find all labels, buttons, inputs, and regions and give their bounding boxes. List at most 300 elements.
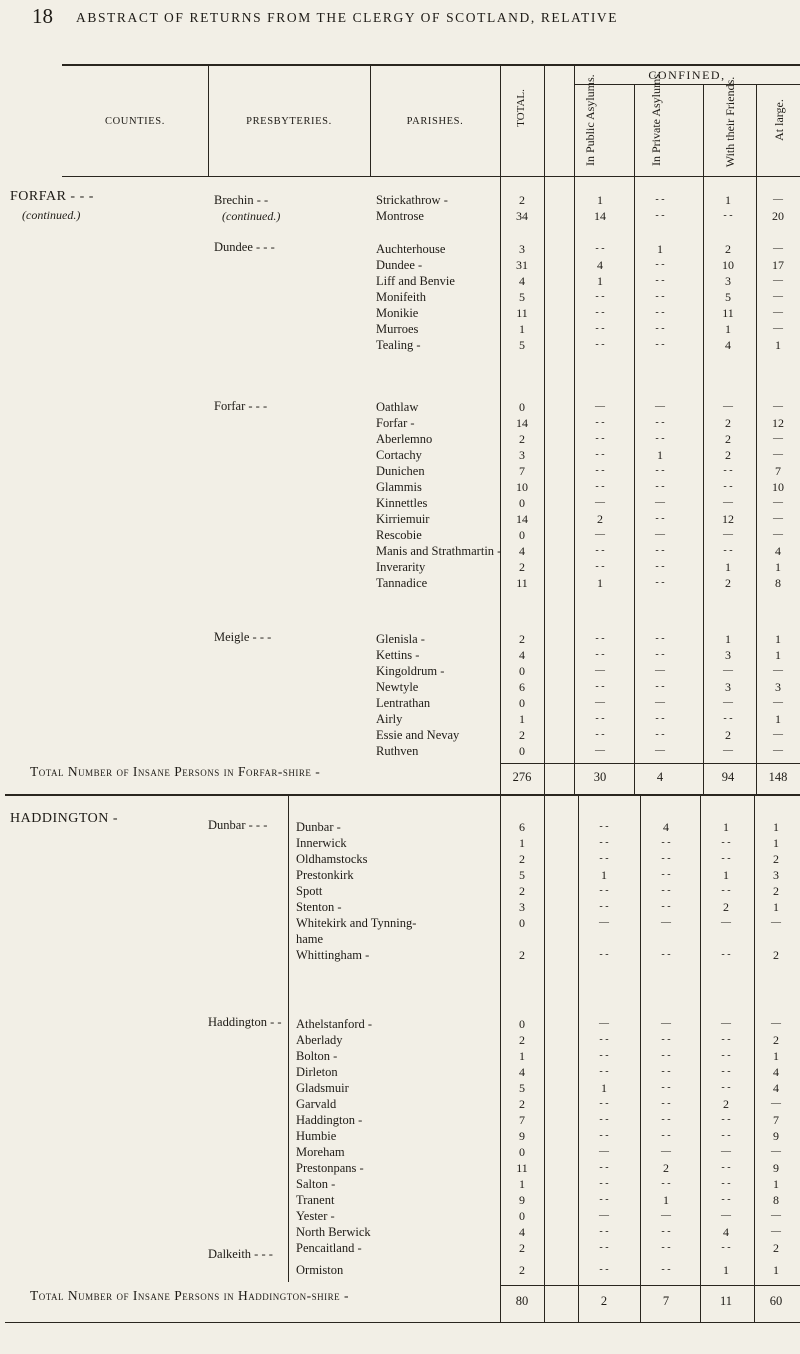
cell-total: 4	[519, 648, 525, 662]
rule-haddington-total-top	[500, 1285, 800, 1286]
cell-public: - -	[595, 481, 605, 492]
cell-friends: 2	[725, 728, 731, 742]
cell-friends: —	[723, 497, 733, 508]
rule-h-col-public	[578, 796, 579, 1322]
cell-public: - -	[595, 713, 605, 724]
cell-friends: 1	[723, 868, 729, 882]
cell-total: 0	[519, 744, 525, 758]
cell-total: 2	[519, 1033, 525, 1047]
parish-name: Ruthven	[376, 744, 419, 758]
cell-private: —	[655, 665, 665, 676]
cell-private: - -	[661, 853, 671, 864]
cell-friends: 3	[725, 274, 731, 288]
cell-private: - -	[661, 949, 671, 960]
presbytery-name: Haddington - -	[208, 1015, 282, 1029]
parish-name: Tranent	[296, 1193, 335, 1207]
cell-public: - -	[599, 837, 609, 848]
cell-friends: 4	[725, 338, 731, 352]
cell-total: 2	[519, 632, 525, 646]
cell-public: - -	[595, 729, 605, 740]
cell-private: - -	[655, 633, 665, 644]
cell-public: 14	[594, 209, 606, 223]
cell-private: - -	[655, 275, 665, 286]
cell-total: 3	[519, 242, 525, 256]
cell-private: - -	[655, 577, 665, 588]
cell-friends: 10	[722, 258, 734, 272]
parish-name: Innerwick	[296, 836, 347, 850]
cell-friends: —	[721, 917, 731, 928]
cell-friends: 1	[723, 820, 729, 834]
parish-name: Manis and Strathmartin -	[376, 544, 502, 558]
county-forfar: FORFAR - - -	[10, 189, 94, 204]
cell-friends: 1	[725, 560, 731, 574]
cell-private: - -	[655, 433, 665, 444]
cell-friends: 1	[725, 322, 731, 336]
cell-public: - -	[595, 307, 605, 318]
cell-private: - -	[661, 1114, 671, 1125]
cell-large: —	[773, 497, 783, 508]
cell-total: 4	[519, 274, 525, 288]
haddington-total-label: Total Number of Insane Persons in Haddington-shire -	[30, 1288, 349, 1303]
cell-public: 1	[601, 1081, 607, 1095]
header-confined: CONFINED,	[648, 68, 726, 82]
cell-public: - -	[599, 1050, 609, 1061]
cell-total: 5	[519, 338, 525, 352]
cell-public: - -	[595, 243, 605, 254]
header-parishes: PARISHES.	[406, 116, 464, 127]
cell-public: —	[599, 1210, 609, 1221]
cell-large: —	[771, 1146, 781, 1157]
cell-friends: —	[723, 529, 733, 540]
cell-friends: - -	[721, 949, 731, 960]
parish-name: Prestonpans -	[296, 1161, 364, 1175]
rule-top	[62, 64, 800, 66]
parish-name: Moreham	[296, 1145, 345, 1159]
cell-total: 9	[519, 1129, 525, 1143]
cell-private: —	[655, 745, 665, 756]
cell-total: 5	[519, 1081, 525, 1095]
cell-public: - -	[599, 1162, 609, 1173]
cell-private: - -	[661, 1050, 671, 1061]
cell-private: - -	[661, 1264, 671, 1275]
cell-total: 1	[519, 836, 525, 850]
parish-name: Oldhamstocks	[296, 852, 368, 866]
cell-public: - -	[599, 1066, 609, 1077]
county-forfar-note: (continued.)	[22, 208, 81, 222]
rule-header-bottom	[62, 176, 800, 177]
cell-private: - -	[655, 465, 665, 476]
cell-public: - -	[595, 323, 605, 334]
cell-large: 2	[773, 884, 779, 898]
cell-private: - -	[655, 210, 665, 221]
cell-total: 2	[519, 560, 525, 574]
cell-public: 1	[597, 576, 603, 590]
parish-name: Dirleton	[296, 1065, 338, 1079]
cell-public: - -	[595, 339, 605, 350]
cell-friends: - -	[723, 210, 733, 221]
parish-name: North Berwick	[296, 1225, 371, 1239]
parish-name: Auchterhouse	[376, 242, 446, 256]
cell-private: - -	[661, 869, 671, 880]
cell-friends: 2	[723, 1097, 729, 1111]
cell-friends: 1	[725, 632, 731, 646]
rule-h-col-total	[500, 796, 501, 1322]
presbytery-name: Dalkeith - - -	[208, 1247, 273, 1261]
cell-total: 2	[519, 1097, 525, 1111]
cell-total: 0	[519, 696, 525, 710]
cell-total: 1	[519, 1177, 525, 1191]
cell-total: 1	[519, 712, 525, 726]
parish-name: Prestonkirk	[296, 868, 354, 882]
cell-friends: - -	[721, 1114, 731, 1125]
cell-public: - -	[595, 433, 605, 444]
rule-col-friends	[703, 84, 704, 794]
cell-private: - -	[661, 1178, 671, 1189]
cell-public: - -	[599, 949, 609, 960]
cell-public: - -	[599, 885, 609, 896]
cell-friends: 2	[725, 416, 731, 430]
cell-large: —	[773, 529, 783, 540]
cell-total: 11	[516, 576, 528, 590]
cell-total: 5	[519, 868, 525, 882]
cell-private: 1	[663, 1193, 669, 1207]
parish-name: Rescobie	[376, 528, 422, 542]
cell-friends: - -	[721, 1050, 731, 1061]
rule-section-divider	[5, 794, 800, 796]
presbytery-name: Dunbar - - -	[208, 818, 268, 832]
parish-name: Inverarity	[376, 560, 426, 574]
cell-public: - -	[599, 1242, 609, 1253]
cell-total: 0	[519, 496, 525, 510]
cell-total: 7	[519, 464, 525, 478]
cell-large: —	[773, 745, 783, 756]
parish-name: Stenton -	[296, 900, 342, 914]
cell-total: 0	[519, 1209, 525, 1223]
parish-name: Glenisla -	[376, 632, 425, 646]
parish-name: Dunbar -	[296, 820, 341, 834]
cell-total: 6	[519, 680, 525, 694]
cell-friends: - -	[721, 1082, 731, 1093]
cell-friends: - -	[723, 545, 733, 556]
cell-friends: - -	[721, 1162, 731, 1173]
cell-large: 1	[773, 820, 779, 834]
cell-public: - -	[595, 449, 605, 460]
rule-h-col-total-right	[544, 796, 545, 1322]
cell-private: - -	[655, 339, 665, 350]
parish-name: Lentrathan	[376, 696, 431, 710]
parish-name: Newtyle	[376, 680, 419, 694]
cell-friends: - -	[723, 481, 733, 492]
parish-name: Essie and Nevay	[376, 728, 460, 742]
total-total: 80	[515, 1294, 529, 1308]
cell-friends: - -	[721, 853, 731, 864]
cell-large: 4	[775, 544, 781, 558]
cell-large: —	[773, 697, 783, 708]
cell-large: 20	[772, 209, 784, 223]
cell-private: 2	[663, 1161, 669, 1175]
cell-public: 1	[597, 274, 603, 288]
cell-friends: 2	[725, 576, 731, 590]
cell-private: - -	[655, 561, 665, 572]
cell-public: —	[595, 497, 605, 508]
parish-name: Tealing -	[376, 338, 421, 352]
cell-large: —	[773, 291, 783, 302]
cell-private: —	[661, 1018, 671, 1029]
parish-name: Gladsmuir	[296, 1081, 349, 1095]
cell-total: 0	[519, 664, 525, 678]
cell-private: - -	[661, 1226, 671, 1237]
rule-h-col-presbytery	[288, 796, 289, 1282]
cell-private: 1	[657, 242, 663, 256]
cell-total: 0	[519, 528, 525, 542]
cell-public: - -	[595, 681, 605, 692]
cell-large: 9	[773, 1161, 779, 1175]
cell-total: 2	[519, 1241, 525, 1255]
total-private: 4	[656, 770, 664, 784]
cell-private: - -	[661, 1130, 671, 1141]
cell-total: 3	[519, 448, 525, 462]
cell-large: 2	[773, 852, 779, 866]
header-counties: COUNTIES.	[105, 116, 165, 127]
cell-friends: - -	[721, 1034, 731, 1045]
total-large: 60	[769, 1294, 783, 1308]
cell-public: - -	[599, 1034, 609, 1045]
cell-large: 4	[773, 1065, 779, 1079]
rule-col-total-right	[544, 64, 545, 794]
cell-large: —	[773, 243, 783, 254]
cell-large: 9	[773, 1129, 779, 1143]
header-private-asylums: In Private Asylums.	[649, 71, 663, 166]
cell-private: - -	[661, 1066, 671, 1077]
cell-public: - -	[595, 561, 605, 572]
header-public-asylums: In Public Asylums.	[583, 74, 597, 166]
cell-large: 1	[775, 712, 781, 726]
cell-private: - -	[655, 307, 665, 318]
cell-large: 1	[773, 836, 779, 850]
cell-public: - -	[599, 821, 609, 832]
cell-large: 1	[773, 1177, 779, 1191]
cell-total: 2	[519, 728, 525, 742]
cell-private: - -	[655, 291, 665, 302]
cell-friends: 2	[725, 432, 731, 446]
cell-total: 3	[519, 900, 525, 914]
parish-name: Strickathrow -	[376, 193, 448, 207]
cell-total: 7	[519, 1113, 525, 1127]
parish-name: Aberlady	[296, 1033, 343, 1047]
cell-private: - -	[655, 713, 665, 724]
cell-total: 1	[519, 1049, 525, 1063]
cell-total: 0	[519, 400, 525, 414]
parish-name: Oathlaw	[376, 400, 419, 414]
parish-name: Humbie	[296, 1129, 337, 1143]
presbytery-name: Meigle - - -	[214, 630, 272, 644]
rule-h-col-friends	[700, 796, 701, 1322]
cell-large: —	[773, 323, 783, 334]
cell-public: - -	[595, 465, 605, 476]
parish-name: Bolton -	[296, 1049, 338, 1063]
header-presbyteries: PRESBYTERIES.	[246, 116, 332, 127]
cell-public: —	[599, 1018, 609, 1029]
cell-friends: - -	[723, 465, 733, 476]
cell-large: 3	[775, 680, 781, 694]
cell-private: 4	[663, 820, 669, 834]
cell-large: 8	[773, 1193, 779, 1207]
cell-large: 1	[773, 1263, 779, 1277]
cell-total: 2	[519, 1263, 525, 1277]
cell-large: 8	[775, 576, 781, 590]
total-friends: 11	[719, 1294, 733, 1308]
presbytery-note: (continued.)	[222, 209, 281, 223]
parish-name: Kingoldrum -	[376, 664, 445, 678]
rule-col-public	[574, 64, 575, 794]
cell-total: 4	[519, 1065, 525, 1079]
cell-public: - -	[599, 1130, 609, 1141]
cell-friends: - -	[723, 713, 733, 724]
rule-bottom	[5, 1322, 800, 1323]
cell-private: - -	[661, 901, 671, 912]
cell-private: - -	[655, 545, 665, 556]
cell-large: 1	[775, 648, 781, 662]
cell-large: —	[771, 1018, 781, 1029]
cell-private: - -	[655, 729, 665, 740]
cell-total: 2	[519, 193, 525, 207]
total-large: 148	[768, 770, 788, 784]
parish-name: Airly	[376, 712, 403, 726]
cell-friends: 5	[725, 290, 731, 304]
cell-public: - -	[595, 291, 605, 302]
cell-public: —	[599, 1146, 609, 1157]
cell-friends: - -	[721, 837, 731, 848]
parish-name: Haddington -	[296, 1113, 363, 1127]
parish-name: Kinnettles	[376, 496, 428, 510]
cell-large: 10	[772, 480, 784, 494]
cell-private: - -	[661, 837, 671, 848]
parish-name: Murroes	[376, 322, 419, 336]
parish-name: Pencaitland -	[296, 1241, 362, 1255]
forfar-total-label: Total Number of Insane Persons in Forfar-shire -	[30, 764, 321, 779]
cell-private: - -	[655, 681, 665, 692]
cell-friends: —	[723, 665, 733, 676]
parish-name: Kettins -	[376, 648, 420, 662]
cell-private: —	[661, 1210, 671, 1221]
total-total: 276	[512, 770, 532, 784]
cell-friends: —	[723, 697, 733, 708]
total-private: 7	[662, 1294, 670, 1308]
cell-friends: - -	[721, 1194, 731, 1205]
parish-name-cont: hame	[296, 932, 324, 946]
cell-friends: 2	[725, 242, 731, 256]
cell-total: 2	[519, 432, 525, 446]
cell-public: 4	[597, 258, 603, 272]
rule-col-large	[756, 84, 757, 794]
cell-private: - -	[661, 1242, 671, 1253]
cell-large: —	[773, 433, 783, 444]
cell-large: 1	[775, 632, 781, 646]
cell-large: 1	[775, 560, 781, 574]
cell-friends: 3	[725, 648, 731, 662]
cell-friends: 4	[723, 1225, 729, 1239]
cell-friends: 1	[723, 1263, 729, 1277]
cell-friends: - -	[721, 1066, 731, 1077]
cell-friends: —	[723, 401, 733, 412]
parish-name: Cortachy	[376, 448, 422, 462]
cell-private: - -	[655, 649, 665, 660]
cell-total: 0	[519, 1145, 525, 1159]
header-with-friends: With their Friends.	[723, 76, 737, 168]
cell-private: —	[655, 697, 665, 708]
cell-large: —	[771, 1210, 781, 1221]
cell-private: - -	[661, 1098, 671, 1109]
cell-friends: —	[721, 1210, 731, 1221]
parish-name: Glammis	[376, 480, 422, 494]
cell-private: - -	[655, 194, 665, 205]
cell-total: 34	[516, 209, 528, 223]
parish-name: Liff and Benvie	[376, 274, 455, 288]
cell-total: 1	[519, 322, 525, 336]
cell-public: —	[599, 917, 609, 928]
cell-public: - -	[599, 853, 609, 864]
cell-large: —	[773, 449, 783, 460]
parish-name: Forfar -	[376, 416, 415, 430]
cell-private: - -	[661, 885, 671, 896]
rule-h-col-large	[754, 796, 755, 1322]
running-head: ABSTRACT OF RETURNS FROM THE CLERGY OF SCOTLAND, RELATIVE	[76, 10, 619, 25]
cell-large: —	[771, 1226, 781, 1237]
parish-name: Garvald	[296, 1097, 337, 1111]
cell-large: —	[773, 194, 783, 205]
cell-total: 31	[516, 258, 528, 272]
presbytery-name: Forfar - - -	[214, 399, 268, 413]
cell-private: - -	[661, 1034, 671, 1045]
parish-name: Yester -	[296, 1209, 335, 1223]
cell-total: 11	[516, 1161, 528, 1175]
cell-friends: —	[723, 745, 733, 756]
cell-total: 14	[516, 512, 528, 526]
cell-public: —	[595, 697, 605, 708]
parish-name: Salton -	[296, 1177, 336, 1191]
cell-large: 2	[773, 948, 779, 962]
cell-large: 1	[775, 338, 781, 352]
cell-private: —	[661, 1146, 671, 1157]
rule-confined-under	[574, 84, 800, 85]
parish-name: Spott	[296, 884, 323, 898]
cell-large: 12	[772, 416, 784, 430]
cell-large: 17	[772, 258, 784, 272]
cell-private: - -	[655, 259, 665, 270]
header-at-large: At large.	[772, 99, 786, 141]
cell-public: - -	[595, 633, 605, 644]
header-total: TOTAL.	[515, 89, 527, 127]
total-public: 30	[593, 770, 607, 784]
cell-friends: 2	[725, 448, 731, 462]
cell-large: 3	[773, 868, 779, 882]
cell-large: 1	[773, 1049, 779, 1063]
cell-public: - -	[599, 1226, 609, 1237]
county-haddington: HADDINGTON -	[10, 811, 119, 826]
cell-large: —	[773, 275, 783, 286]
cell-total: 9	[519, 1193, 525, 1207]
parish-name: Monifeith	[376, 290, 426, 304]
cell-total: 14	[516, 416, 528, 430]
cell-total: 0	[519, 916, 525, 930]
cell-public: - -	[599, 1114, 609, 1125]
parish-name: Montrose	[376, 209, 424, 223]
cell-large: —	[773, 665, 783, 676]
cell-private: —	[655, 497, 665, 508]
cell-public: 1	[601, 868, 607, 882]
cell-total: 2	[519, 852, 525, 866]
parish-name: Kirriemuir	[376, 512, 430, 526]
